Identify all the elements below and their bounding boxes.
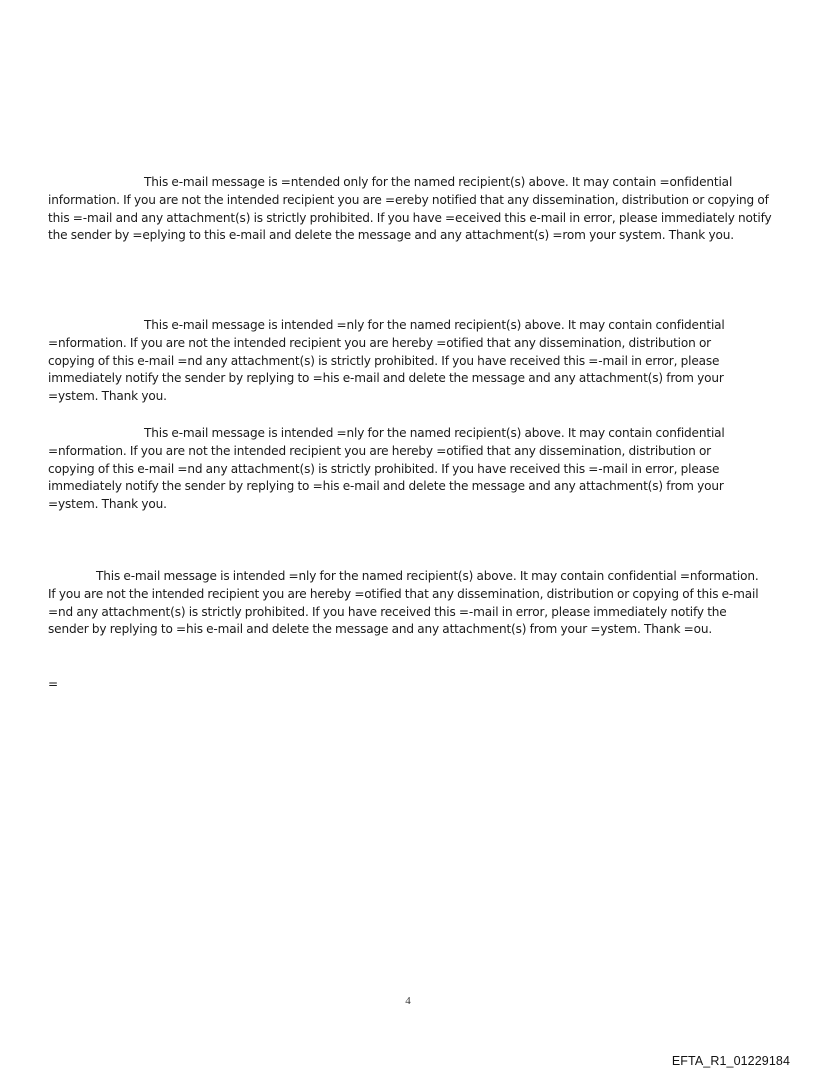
disclaimer-paragraph-3: This e-mail message is intended =nly for the named recipient(s) above. It may contain confidential =nformation. If you are not the intended recipient you are hereby =otified that any dissemination, distribution or copying of this e-mail =nd any attachment(s) is strictly prohibited. If you have received this =-mail in error, please immediately notify the sender by replying to =his e-mail and delete the message and any attachment(s) from your =ystem. Thank you.: [48, 426, 725, 512]
disclaimer-paragraph-4: This e-mail message is intended =nly for the named recipient(s) above. It may contain confidential =nformation. If you are not the intended recipient you are hereby =otified that any dissemination, distribution or copying of this e-mail =nd any attachment(s) is strictly prohibited. If you have received this =-mail in error, please immediately notify the sender by replying to =his e-mail and delete the message and any attachment(s) from your =ystem. Thank =ou.: [48, 569, 759, 637]
disclaimer-paragraph-1: This e-mail message is =ntended only for the named recipient(s) above. It may contain =onfidential information. If you are not the intended recipient you are =ereby notified that any dissemination, distribution or copying of this =-mail and any attachment(s) is strictly prohibited. If you have =eceived this e-mail in error, please immediately notify the sender by =eplying to this e-mail and delete the message and any attachment(s) =rom your system. Thank you.: [48, 175, 772, 243]
stray-equals-sign: =: [48, 677, 59, 691]
disclaimer-paragraph-2: This e-mail message is intended =nly for the named recipient(s) above. It may contain confidential =nformation. If you are not the intended recipient you are hereby =otified that any dissemination, distribution or copying of this e-mail =nd any attachment(s) is strictly prohibited. If you have received this =-mail in error, please immediately notify the sender by replying to =his e-mail and delete the message and any attachment(s) from your =ystem. Thank you.: [48, 318, 725, 404]
page-number: 4: [405, 995, 411, 1007]
document-id-stamp: EFTA_R1_01229184: [671, 1054, 790, 1068]
